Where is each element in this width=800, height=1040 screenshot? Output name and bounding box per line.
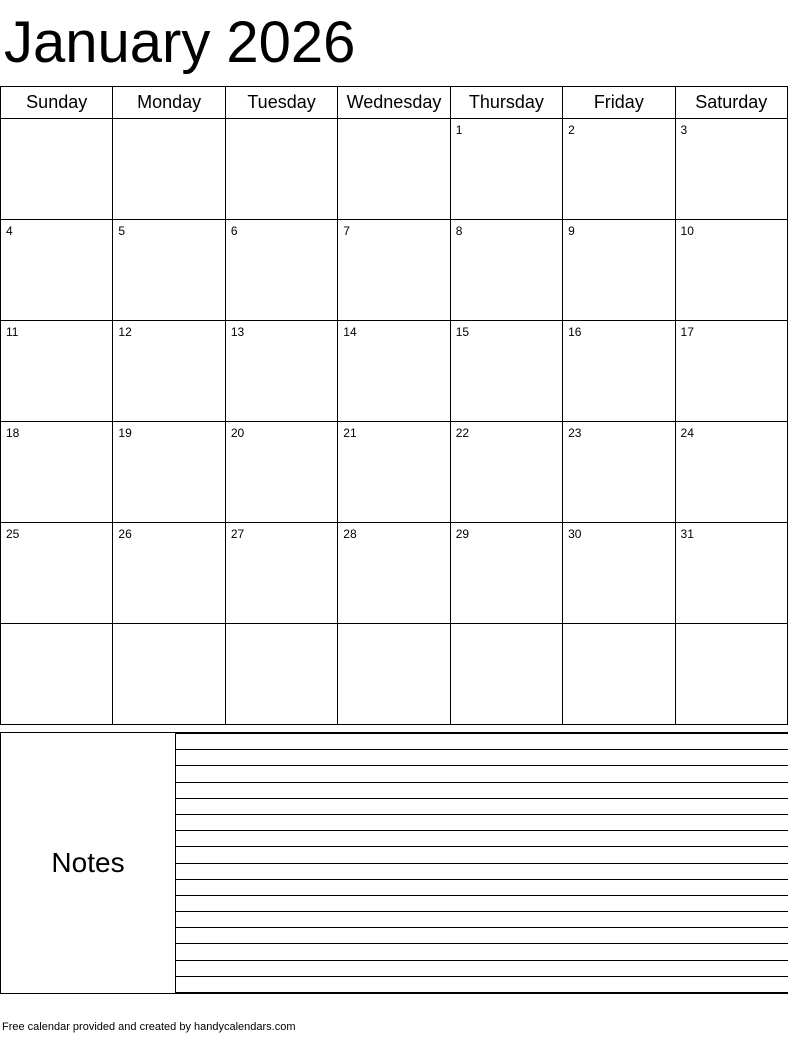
day-cell[interactable] (113, 624, 225, 725)
day-number: 5 (118, 224, 126, 238)
weekday-header-tuesday: Tuesday (225, 87, 337, 119)
week-row (1, 321, 788, 422)
day-cell[interactable] (450, 119, 562, 220)
weekday-header-wednesday: Wednesday (338, 87, 450, 119)
day-cell[interactable] (450, 624, 562, 725)
title-month: January (4, 10, 211, 75)
day-number: 18 (6, 426, 20, 440)
day-cell[interactable] (225, 523, 337, 624)
day-cell[interactable] (338, 119, 450, 220)
day-cell[interactable] (338, 523, 450, 624)
notes-rule-line (176, 879, 788, 880)
day-cell[interactable] (113, 422, 225, 523)
day-cell[interactable] (675, 624, 787, 725)
day-cell[interactable] (675, 422, 787, 523)
week-row (1, 220, 788, 321)
day-cell[interactable] (1, 523, 113, 624)
day-cell[interactable] (113, 119, 225, 220)
day-number: 13 (230, 325, 245, 339)
day-number: 1 (455, 123, 463, 137)
day-number: 17 (680, 325, 694, 339)
notes-rule-line (176, 992, 788, 993)
day-number (338, 119, 449, 124)
day-number: 9 (568, 224, 575, 238)
day-number: 4 (6, 224, 13, 238)
day-number: 3 (680, 123, 688, 137)
day-cell[interactable] (563, 220, 675, 321)
notes-label-text: Notes (51, 847, 125, 878)
day-number: 25 (6, 527, 20, 541)
day-cell[interactable] (338, 220, 450, 321)
day-number: 14 (343, 325, 357, 339)
day-number: 16 (568, 325, 582, 339)
month-grid (0, 86, 788, 725)
notes-rule-line (176, 927, 788, 928)
day-cell[interactable] (225, 321, 337, 422)
day-number: 7 (343, 224, 350, 238)
day-cell[interactable] (338, 624, 450, 725)
notes-rule-line (176, 895, 788, 896)
day-number (1, 119, 112, 124)
weekday-header-saturday: Saturday (675, 87, 787, 119)
notes-rule-line (176, 911, 788, 912)
footer-credit: Free calendar provided and created by handycalendars.com (2, 1021, 296, 1033)
day-cell[interactable] (450, 523, 562, 624)
day-number: 6 (230, 224, 238, 238)
day-number (113, 624, 224, 629)
day-cell[interactable] (113, 220, 225, 321)
day-number: 21 (343, 426, 357, 440)
notes-rule-line (176, 846, 788, 847)
day-number: 29 (455, 527, 470, 541)
day-number: 31 (680, 527, 694, 541)
day-cell[interactable] (1, 321, 113, 422)
day-number: 28 (343, 527, 357, 541)
day-number: 10 (680, 224, 694, 238)
day-number: 2 (568, 123, 575, 137)
day-number: 22 (455, 426, 470, 440)
day-cell[interactable] (675, 119, 787, 220)
day-cell[interactable] (450, 321, 562, 422)
day-cell[interactable] (563, 119, 675, 220)
day-number: 19 (118, 426, 132, 440)
week-row (1, 119, 788, 220)
notes-rule-line (176, 863, 788, 864)
day-number (226, 119, 337, 124)
day-cell[interactable] (450, 220, 562, 321)
day-cell[interactable] (225, 119, 337, 220)
notes-rule-line (176, 798, 788, 799)
day-cell[interactable] (675, 321, 787, 422)
day-number: 23 (568, 426, 582, 440)
day-number: 24 (680, 426, 694, 440)
day-cell[interactable] (1, 119, 113, 220)
day-number: 26 (118, 527, 132, 541)
day-number (1, 624, 112, 629)
weekday-header-thursday: Thursday (450, 87, 562, 119)
weekday-header-sunday: Sunday (1, 87, 113, 119)
day-cell[interactable] (338, 422, 450, 523)
day-cell[interactable] (113, 523, 225, 624)
day-cell[interactable] (563, 422, 675, 523)
day-number: 8 (455, 224, 463, 238)
day-cell[interactable] (675, 220, 787, 321)
notes-rule-line (176, 749, 788, 750)
day-number (338, 624, 449, 629)
notes-label (1, 733, 176, 993)
day-number: 15 (455, 325, 470, 339)
day-cell[interactable] (450, 422, 562, 523)
day-cell[interactable] (1, 422, 113, 523)
page-title (0, 0, 800, 86)
day-number: 27 (230, 527, 245, 541)
notes-rule-line (176, 960, 788, 961)
notes-rule-line (176, 765, 788, 766)
weekday-header-monday: Monday (113, 87, 225, 119)
day-number (676, 624, 787, 629)
notes-rule-line (176, 830, 788, 831)
day-number: 11 (6, 325, 19, 339)
day-cell[interactable] (1, 624, 113, 725)
week-row (1, 422, 788, 523)
notes-section (0, 732, 788, 994)
day-cell[interactable] (563, 624, 675, 725)
day-number: 30 (568, 527, 582, 541)
day-number: 20 (230, 426, 245, 440)
week-row (1, 624, 788, 725)
day-number (563, 624, 674, 629)
week-row (1, 523, 788, 624)
day-cell[interactable] (563, 321, 675, 422)
notes-writing-area[interactable] (176, 733, 788, 993)
day-number: 12 (118, 325, 132, 339)
day-number (226, 624, 337, 629)
day-cell[interactable] (113, 321, 225, 422)
title-year: 2026 (226, 10, 356, 75)
day-cell[interactable] (225, 220, 337, 321)
day-cell[interactable] (225, 422, 337, 523)
day-cell[interactable] (225, 624, 337, 725)
weekday-header-friday: Friday (563, 87, 675, 119)
day-cell[interactable] (675, 523, 787, 624)
day-number (451, 624, 562, 629)
notes-rule-line (176, 976, 788, 977)
day-cell[interactable] (563, 523, 675, 624)
day-cell[interactable] (1, 220, 113, 321)
day-cell[interactable] (338, 321, 450, 422)
notes-rule-line (176, 814, 788, 815)
weekday-header-row (1, 87, 788, 119)
notes-rule-line (176, 733, 788, 734)
notes-rule-line (176, 782, 788, 783)
day-number (113, 119, 224, 124)
notes-rule-line (176, 943, 788, 944)
